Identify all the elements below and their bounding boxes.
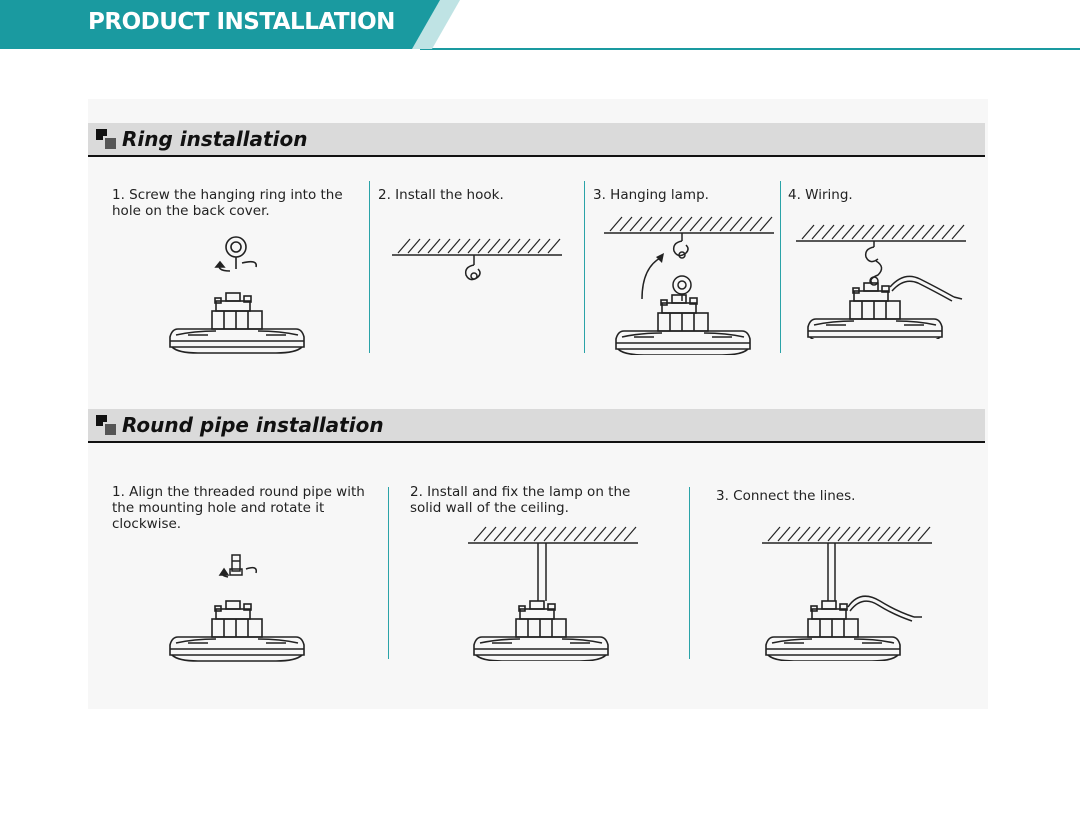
step-text: 1. Align the threaded round pipe with the mounting hole and rotate it clockwise. [112,484,365,532]
step-text: 4. Wiring. [788,187,853,203]
step-divider [369,181,370,353]
section-header-round-pipe [88,409,985,443]
hanging-lamp-illustration [598,215,774,355]
section-title: Round pipe installation [122,413,384,437]
ceiling-hook-illustration [392,235,568,295]
step-text: 2. Install and fix the lamp on the solid wall of the ceiling. [410,484,631,516]
section-bullet-icon [96,129,116,149]
step-divider [388,487,389,659]
step-text: 1. Screw the hanging ring into the hole on the back cover. [112,187,343,219]
pipe-mount-illustration [468,525,644,661]
section-header-ring [88,123,985,157]
section-bullet-icon [96,415,116,435]
pipe-wiring-illustration [760,525,940,661]
installation-panel [88,99,988,709]
page-title: PRODUCT INSTALLATION [88,9,395,35]
step-divider [689,487,690,659]
step-text: 3. Hanging lamp. [593,187,709,203]
step-divider [780,181,781,353]
step-text: 3. Connect the lines. [716,488,856,504]
pipe-rotate-illustration [164,549,314,665]
step-divider [584,181,585,353]
header-banner [0,0,1080,52]
wiring-illustration [794,223,974,339]
step-text: 2. Install the hook. [378,187,504,203]
section-title: Ring installation [122,127,308,151]
eye-bolt-rotate-illustration [164,233,314,355]
